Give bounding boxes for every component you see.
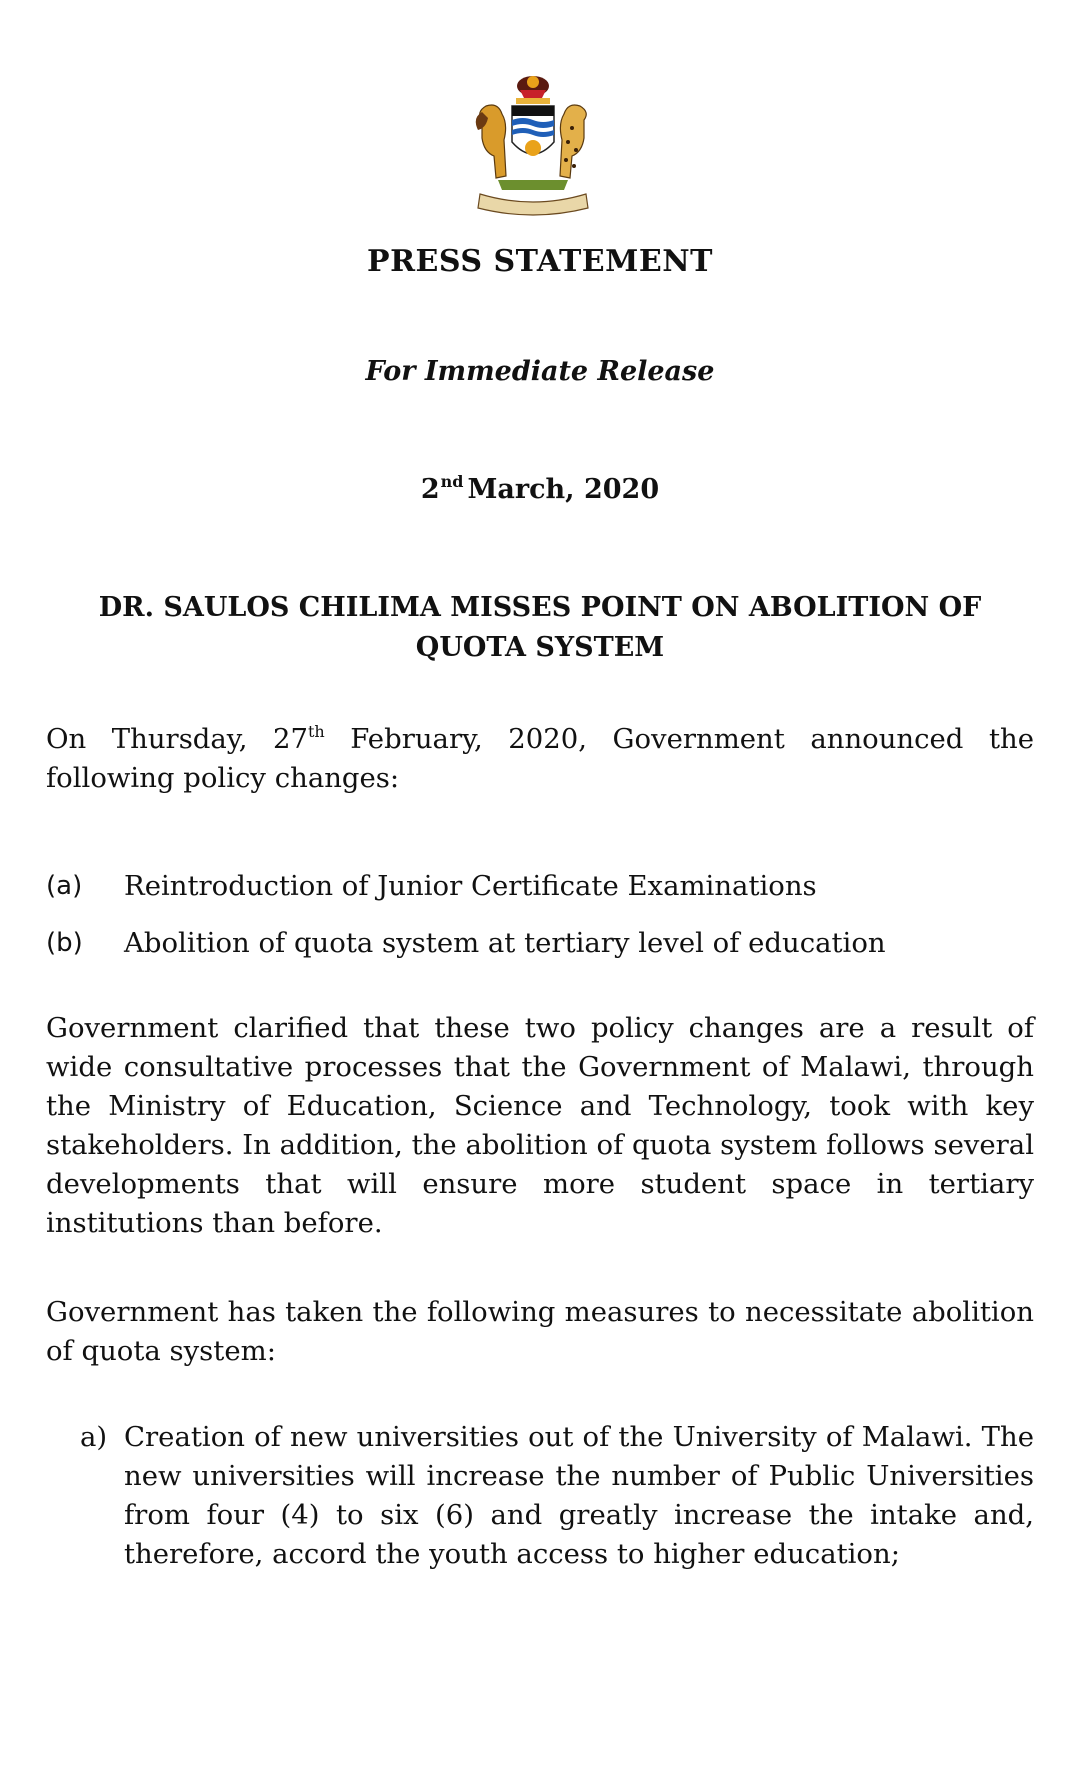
coat-of-arms-icon xyxy=(468,72,598,220)
list-label: (b) xyxy=(46,928,83,958)
date-ordinal-suffix: nd xyxy=(440,472,464,491)
headline xyxy=(0,588,1080,668)
measures-intro-paragraph: Government has taken the following measures to necessitate abolition of quota system: xyxy=(46,1296,1034,1367)
headline-line-2: QUOTA SYSTEM xyxy=(415,632,665,663)
statement-date xyxy=(0,472,1080,505)
intro-text-start: On Thursday, 27 xyxy=(46,723,308,755)
clarification-paragraph: Government clarified that these two policy changes are a result of wide consultative processes that the Government of Malawi, through the Ministry of Education, Science and Technology, took with key stakeholders. In addition, the abolition of quota system follows several developments that will ensure more student space in tertiary institutions than before. xyxy=(46,1012,1034,1239)
list-text: Reintroduction of Junior Certificate Examinations xyxy=(124,870,817,902)
list-text: Creation of new universities out of the University of Malawi. The new universities will increase the number of Public Universities from four (4) to six (6) and greatly increase the intake and, therefore, accord the youth access to higher education; xyxy=(124,1421,1034,1570)
list-label: a) xyxy=(80,1421,108,1453)
list-label: (a) xyxy=(46,871,83,901)
intro-paragraph xyxy=(46,712,1034,798)
document-title: PRESS STATEMENT xyxy=(367,244,713,279)
intro-ordinal-suffix: th xyxy=(307,722,325,741)
date-month-year: March, 2020 xyxy=(467,474,660,505)
release-notice: For Immediate Release xyxy=(365,356,715,387)
headline-line-1: DR. SAULOS CHILIMA MISSES POINT ON ABOLITION OF xyxy=(98,592,982,623)
intro-text-end: February, 2020, Government announced the following policy changes: xyxy=(46,723,1034,794)
date-day: 2 xyxy=(420,474,440,505)
list-text: Abolition of quota system at tertiary level of education xyxy=(124,927,886,959)
